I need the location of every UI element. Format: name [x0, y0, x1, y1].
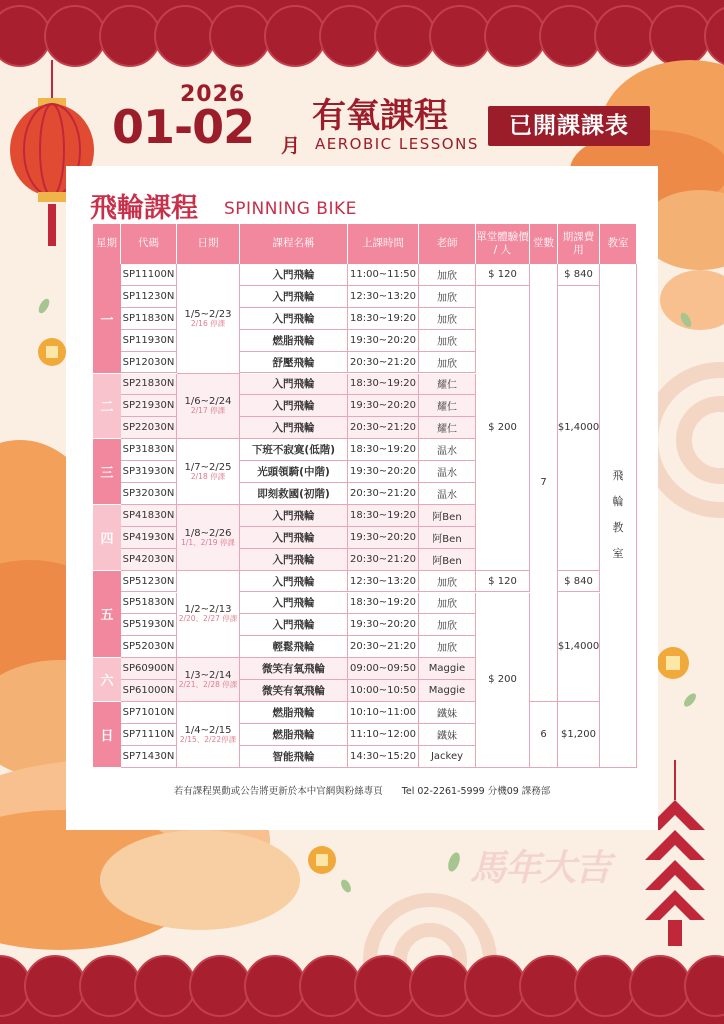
teacher-name: 鐵妹	[419, 702, 476, 724]
course-name: 即刻救國(初階)	[240, 483, 348, 505]
class-time: 10:00~10:50	[348, 680, 419, 702]
course-code: SP71430N	[121, 746, 177, 768]
date-range: 1/2~2/13	[184, 604, 232, 616]
classroom-char: 輪	[612, 495, 624, 509]
schedule-table	[93, 224, 637, 767]
session-count: 7	[530, 264, 558, 702]
course-fee: $1,4000	[558, 286, 600, 571]
teacher-name: Jackey	[419, 746, 476, 768]
course-code: SP11830N	[121, 308, 177, 330]
course-code: SP11930N	[121, 330, 177, 352]
section-title: 飛輪課程	[90, 193, 198, 224]
course-name: 光頭領騎(中階)	[240, 461, 348, 483]
teacher-name: 鐵妹	[419, 724, 476, 746]
course-name: 智能飛輪	[240, 746, 348, 768]
course-code: SP11230N	[121, 286, 177, 308]
day-cell: 四	[93, 505, 121, 571]
course-name: 入門飛輪	[240, 264, 348, 286]
closed-dates-note: 2/17 停課	[190, 406, 226, 416]
course-name: 微笑有氧飛輪	[240, 680, 348, 702]
class-time: 11:00~11:50	[348, 264, 419, 286]
date-range-cell	[177, 571, 240, 659]
class-time: 20:30~21:20	[348, 483, 419, 505]
header-badge: 已開課課表	[488, 106, 650, 146]
course-name: 入門飛輪	[240, 614, 348, 636]
teacher-name: 阿Ben	[419, 527, 476, 549]
classroom-char: 飛	[612, 469, 624, 483]
course-code: SP22030N	[121, 417, 177, 439]
teacher-name: 加欣	[419, 308, 476, 330]
day-cell: 六	[93, 658, 121, 702]
class-time: 10:10~11:00	[348, 702, 419, 724]
course-name: 下班不寂寞(低階)	[240, 439, 348, 461]
table-header: 教室	[600, 224, 637, 264]
course-code: SP42030N	[121, 549, 177, 571]
date-range-cell	[177, 264, 240, 374]
course-name: 入門飛輪	[240, 417, 348, 439]
class-time: 14:30~15:20	[348, 746, 419, 768]
teacher-name: 加欣	[419, 614, 476, 636]
class-time: 18:30~19:20	[348, 439, 419, 461]
table-header: 星期	[93, 224, 121, 264]
class-time: 20:30~21:20	[348, 636, 419, 658]
date-range-cell	[177, 505, 240, 571]
course-code: SP51830N	[121, 593, 177, 615]
course-name: 燃脂飛輪	[240, 330, 348, 352]
header-year: 2026	[180, 82, 246, 107]
course-code: SP61000N	[121, 680, 177, 702]
top-scallop-banner	[0, 0, 724, 66]
date-range: 1/4~2/15	[184, 724, 232, 736]
class-time: 12:30~13:20	[348, 571, 419, 593]
course-name: 燃脂飛輪	[240, 724, 348, 746]
course-code: SP52030N	[121, 636, 177, 658]
class-time: 19:30~20:20	[348, 395, 419, 417]
class-time: 12:30~13:20	[348, 286, 419, 308]
course-name: 入門飛輪	[240, 549, 348, 571]
teacher-name: 加欣	[419, 636, 476, 658]
course-name: 入門飛輪	[240, 308, 348, 330]
course-name: 入門飛輪	[240, 374, 348, 396]
course-code: SP12030N	[121, 352, 177, 374]
table-header: 單堂體驗價 / 人	[476, 224, 530, 264]
date-range-cell	[177, 658, 240, 702]
date-range: 1/6~2/24	[184, 396, 232, 408]
trial-price: $ 200	[476, 593, 530, 768]
teacher-name: 加欣	[419, 571, 476, 593]
course-fee: $1,200	[558, 702, 600, 768]
class-time: 18:30~19:20	[348, 374, 419, 396]
trial-price: $ 120	[476, 571, 530, 593]
course-name: 入門飛輪	[240, 395, 348, 417]
date-range: 1/7~2/25	[184, 461, 232, 473]
closed-dates-note: 2/16 停課	[190, 318, 226, 328]
class-time: 19:30~20:20	[348, 461, 419, 483]
section-subtitle: SPINNING BIKE	[224, 199, 357, 219]
course-code: SP71110N	[121, 724, 177, 746]
course-name: 微笑有氧飛輪	[240, 658, 348, 680]
course-name: 入門飛輪	[240, 593, 348, 615]
bottom-scallop-banner	[0, 956, 724, 1024]
closed-dates-note: 1/1、2/19 停課	[181, 537, 235, 547]
table-header: 日期	[177, 224, 240, 264]
trial-price: $ 120	[476, 264, 530, 286]
teacher-name: 温水	[419, 461, 476, 483]
teacher-name: 耀仁	[419, 417, 476, 439]
class-time: 18:30~19:20	[348, 505, 419, 527]
day-cell: 一	[93, 264, 121, 374]
course-code: SP21930N	[121, 395, 177, 417]
class-time: 19:30~20:20	[348, 527, 419, 549]
course-name: 入門飛輪	[240, 571, 348, 593]
header-title: 有氧課程	[312, 96, 448, 136]
course-fee: $ 840	[558, 571, 600, 593]
trial-price: $ 200	[476, 286, 530, 571]
course-name: 輕鬆飛輪	[240, 636, 348, 658]
table-header: 老師	[419, 224, 476, 264]
course-code: SP60900N	[121, 658, 177, 680]
teacher-name: 加欣	[419, 330, 476, 352]
teacher-name: 加欣	[419, 286, 476, 308]
class-time: 11:10~12:00	[348, 724, 419, 746]
class-time: 18:30~19:20	[348, 308, 419, 330]
classroom-char: 室	[612, 547, 624, 561]
date-range-cell	[177, 439, 240, 505]
course-code: SP41830N	[121, 505, 177, 527]
right-swirl-decoration	[650, 370, 724, 510]
teacher-name: 阿Ben	[419, 549, 476, 571]
course-code: SP31830N	[121, 439, 177, 461]
course-name: 入門飛輪	[240, 527, 348, 549]
table-header: 上課時間	[348, 224, 419, 264]
date-range-cell	[177, 702, 240, 768]
teacher-name: 温水	[419, 483, 476, 505]
date-range: 1/5~2/23	[184, 308, 232, 320]
course-code: SP41930N	[121, 527, 177, 549]
class-time: 20:30~21:20	[348, 549, 419, 571]
closed-dates-note: 2/15、2/22停課	[179, 734, 237, 744]
day-cell: 五	[93, 571, 121, 659]
table-header: 代碼	[121, 224, 177, 264]
header-months: 01-02	[112, 100, 255, 154]
session-count: 6	[530, 702, 558, 768]
closed-dates-note: 2/18 停課	[190, 471, 226, 481]
date-range-cell	[177, 374, 240, 440]
header-subtitle: AEROBIC LESSONS	[315, 135, 479, 153]
course-code: SP32030N	[121, 483, 177, 505]
teacher-name: 耀仁	[419, 395, 476, 417]
teacher-name: 加欣	[419, 264, 476, 286]
course-code: SP51230N	[121, 571, 177, 593]
class-time: 09:00~09:50	[348, 658, 419, 680]
class-time: 19:30~20:20	[348, 614, 419, 636]
teacher-name: Maggie	[419, 680, 476, 702]
course-name: 舒壓飛輪	[240, 352, 348, 374]
table-header: 期課費用	[558, 224, 600, 264]
table-header: 堂數	[530, 224, 558, 264]
course-name: 燃脂飛輪	[240, 702, 348, 724]
course-fee: $ 840	[558, 264, 600, 286]
header-month-unit: 月	[281, 135, 301, 157]
course-code: SP51930N	[121, 614, 177, 636]
classroom-cell	[600, 264, 637, 768]
course-fee: $1,4000	[558, 593, 600, 703]
closed-dates-note: 2/21、2/28 停課	[178, 679, 238, 689]
course-name: 入門飛輪	[240, 286, 348, 308]
course-code: SP21830N	[121, 374, 177, 396]
teacher-name: 阿Ben	[419, 505, 476, 527]
footer-note: 若有課程異動或公告將更新於本中官網與粉絲專頁 Tel 02-2261-5999 分機09 課務部	[173, 786, 551, 797]
teacher-name: 加欣	[419, 593, 476, 615]
class-time: 18:30~19:20	[348, 593, 419, 615]
teacher-name: Maggie	[419, 658, 476, 680]
date-range: 1/8~2/26	[184, 527, 232, 539]
teacher-name: 温水	[419, 439, 476, 461]
date-range: 1/3~2/14	[184, 669, 232, 681]
course-name: 入門飛輪	[240, 505, 348, 527]
course-code: SP31930N	[121, 461, 177, 483]
class-time: 19:30~20:20	[348, 330, 419, 352]
day-cell: 二	[93, 374, 121, 440]
class-time: 20:30~21:20	[348, 417, 419, 439]
teacher-name: 加欣	[419, 352, 476, 374]
course-code: SP71010N	[121, 702, 177, 724]
day-cell: 三	[93, 439, 121, 505]
course-code: SP11100N	[121, 264, 177, 286]
closed-dates-note: 2/20、2/27 停課	[178, 614, 238, 624]
teacher-name: 耀仁	[419, 374, 476, 396]
classroom-char: 教	[612, 521, 624, 535]
table-header: 課程名稱	[240, 224, 348, 264]
class-time: 20:30~21:20	[348, 352, 419, 374]
day-cell: 日	[93, 702, 121, 768]
new-year-stamp: 馬年大吉	[470, 848, 611, 889]
